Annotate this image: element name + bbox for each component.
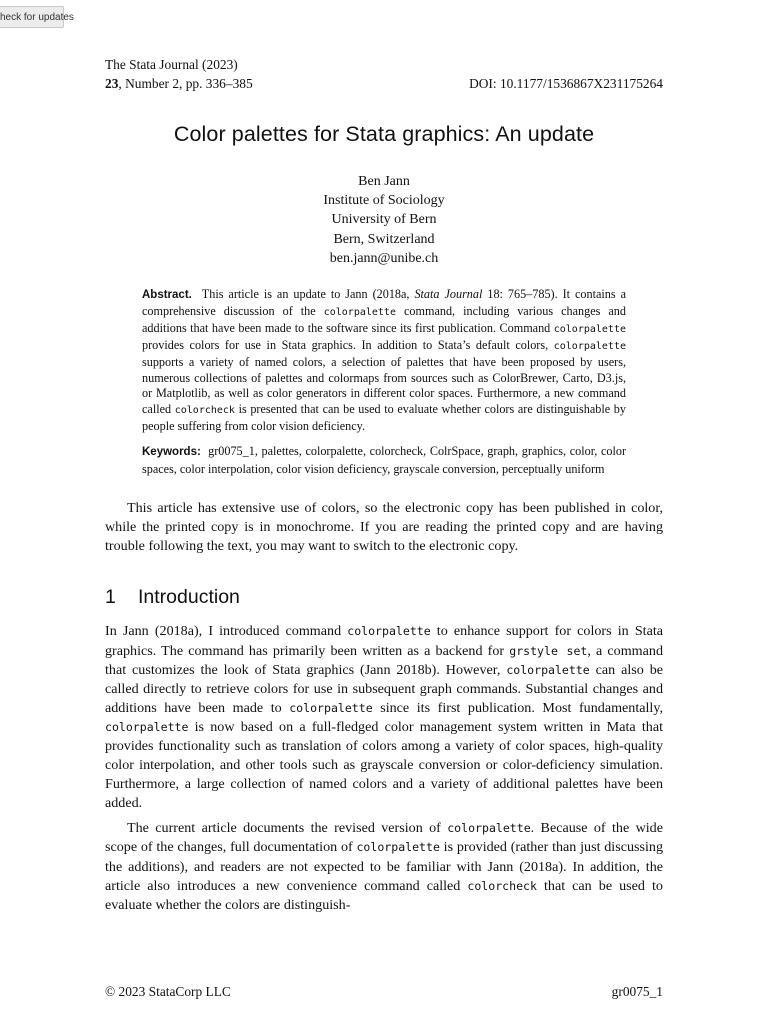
code-colorpalette: colorpalette	[447, 821, 531, 836]
text-run: The current article documents the revised version of	[127, 820, 448, 837]
author-email[interactable]: ben.jann@unibe.ch	[329, 250, 439, 266]
volume-number: 23	[105, 76, 119, 91]
article-title: Color palettes for Stata graphics: An update	[173, 122, 595, 146]
journal-line-1	[105, 55, 663, 74]
doi[interactable]: DOI: 10.1177/1536867X231175264	[469, 76, 663, 91]
author-location: Bern, Switzerland	[333, 231, 435, 247]
text-run: . Because of the wide scope of the changes, full documentation of	[105, 820, 663, 856]
abstract-text-2: 18: 765–785). It contains a comprehensive discussion of the	[142, 287, 627, 318]
keywords	[142, 443, 626, 477]
text-run: that can be used to evaluate whether the colors are distinguish-	[105, 877, 663, 913]
code-colorpalette: colorpalette	[289, 700, 373, 715]
copyright: © 2023 StataCorp LLC	[105, 984, 231, 999]
code-grstyle-set: grstyle set	[509, 643, 588, 658]
author-university: University of Bern	[331, 212, 437, 228]
abstract-text-6: is presented that can be used to evaluate whether colors are distinguishable by people suffering from color vision deficiency.	[142, 402, 626, 434]
section-number: 1	[105, 586, 116, 609]
abstract	[142, 287, 626, 435]
issue-pages: , Number 2, pp. 336–385	[118, 76, 253, 91]
text-run: , a command that customizes the look of Stata graphics (Jann 2018b). However,	[105, 642, 663, 678]
author-institute: Institute of Sociology	[323, 193, 445, 209]
abstract-text-5: supports a variety of named colors, a selection of palettes that have been proposed by users, numerous collections of palettes and colormaps from sources such as ColorBrewer, Carto, D3.js, or Matplotlib, as well as color generators in different color spaces. Furthermore, a new command called	[142, 354, 626, 417]
code-colorpalette: colorpalette	[506, 662, 590, 677]
keywords-label: Keywords:	[142, 446, 201, 459]
code-colorpalette: colorpalette	[347, 624, 431, 639]
code-colorpalette: colorpalette	[356, 840, 440, 855]
text-run: since its first publication. Most fundamentally,	[372, 699, 663, 716]
journal-line-2	[105, 74, 663, 93]
page	[105, 55, 663, 915]
abstract-cmd-colorpalette: colorpalette	[553, 323, 626, 335]
text-run: In Jann (2018a), I introduced command	[105, 623, 348, 640]
abstract-text-4: provides colors for use in Stata graphics. In addition to Stata’s default colors,	[142, 337, 554, 352]
intro-paragraph-2	[105, 819, 663, 914]
abstract-cmd-colorpalette: colorpalette	[553, 340, 626, 352]
text-run: to enhance support for colors in Stata graphics. The command has primarily been written as a backend for	[105, 623, 664, 659]
color-note-paragraph: This article has extensive use of colors, so the electronic copy has been published in color, while the printed copy is in monochrome. If you are reading the printed copy and are having trouble following the text, you may want to switch to the electronic copy.	[105, 500, 663, 555]
author-name: Ben Jann	[358, 174, 410, 189]
intro-paragraph-1	[105, 622, 663, 813]
abstract-journal-ref: Stata Journal	[414, 287, 483, 302]
code-colorcheck: colorcheck	[467, 878, 537, 893]
text-run: is provided (rather than just discussing the additions), and readers are not expected to be familiar with Jann (2018a). In addition, the article also introduces a new convenience command called	[105, 839, 663, 894]
section-title: Introduction	[138, 586, 240, 609]
text-run: can also be called directly to retrieve colors for use in subsequent graph commands. Substantial changes and additions have been made to	[105, 661, 663, 716]
abstract-cmd-colorcheck: colorcheck	[174, 405, 235, 417]
author-block	[105, 172, 663, 268]
article-code: gr0075_1	[611, 984, 663, 999]
abstract-text-3: command, including various changes and additions that have been made to the software since its first publication. Command	[142, 303, 626, 335]
abstract-cmd-colorpalette: colorpalette	[323, 306, 396, 318]
keywords-text: gr0075_1, palettes, colorpalette, colorcheck, ColrSpace, graph, graphics, color, color spaces, color interpolation, color vision deficiency, grayscale conversion, perceptually uniform	[142, 444, 626, 476]
section-heading-introduction	[105, 586, 663, 609]
abstract-text-1: This article is an update to Jann (2018a,	[201, 287, 415, 302]
abstract-label: Abstract.	[142, 289, 192, 302]
check-for-updates-badge[interactable]: heck for updates	[0, 6, 64, 28]
journal-name: The Stata Journal (2023)	[105, 57, 238, 72]
code-colorpalette: colorpalette	[105, 719, 189, 734]
page-footer	[105, 984, 663, 1000]
text-run: is now based on a full-fledged color management system written in Mata that provides functionality such as translation of colors among a variety of color spaces, high-quality color interpolation, and other tools such as grayscale conversion or color-deficiency simulation. Furthermore, a large collection of named colors and a variety of additional palettes have been added.	[105, 718, 663, 812]
volume-info	[105, 74, 253, 93]
journal-header	[105, 55, 663, 93]
